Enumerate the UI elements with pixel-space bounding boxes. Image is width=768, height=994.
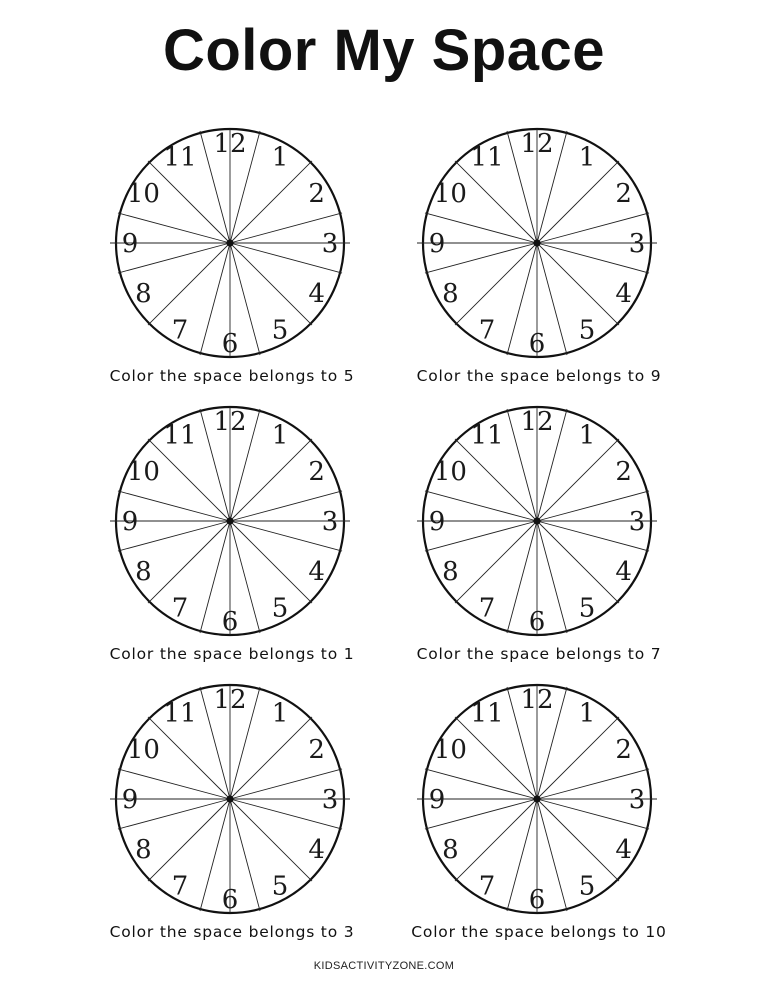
clock-number: 4 xyxy=(308,557,325,587)
clock-number: 1 xyxy=(578,698,596,729)
space-divider-line xyxy=(230,799,312,881)
instruction-caption: Color the space belongs to 3 xyxy=(109,923,355,941)
clock-number: 10 xyxy=(126,735,160,765)
clock-number: 2 xyxy=(615,457,632,487)
clock-worksheet-1 xyxy=(72,124,392,394)
clock-number: 12 xyxy=(213,129,247,159)
clock-number: 6 xyxy=(221,607,239,637)
clock-number: 3 xyxy=(321,229,339,259)
clock-number: 1 xyxy=(578,142,596,173)
clock-number: 9 xyxy=(428,785,446,815)
center-dot xyxy=(534,518,541,525)
clock-number: 10 xyxy=(126,457,160,487)
instruction-caption: Color the space belongs to 1 xyxy=(109,645,355,663)
space-divider-line xyxy=(148,799,230,881)
instruction-caption: Color the space belongs to 10 xyxy=(411,923,667,941)
clock-number: 11 xyxy=(163,420,197,451)
space-divider-line xyxy=(455,243,537,325)
clock-number: 4 xyxy=(308,279,325,309)
clock-number: 4 xyxy=(615,279,632,309)
space-divider-line xyxy=(455,717,537,799)
instruction-caption: Color the space belongs to 7 xyxy=(416,645,662,663)
space-divider-line xyxy=(230,439,312,521)
clock-face xyxy=(106,402,356,642)
clock-number: 7 xyxy=(478,871,496,902)
clock-number: 7 xyxy=(478,315,496,346)
center-dot xyxy=(227,518,234,525)
clock-number: 11 xyxy=(163,698,197,729)
clock-number: 1 xyxy=(271,420,289,451)
clock-number: 8 xyxy=(442,835,459,865)
clock-number: 6 xyxy=(528,329,546,359)
clock-number: 12 xyxy=(520,129,554,159)
clock-number: 9 xyxy=(428,507,446,537)
space-divider-line xyxy=(455,799,537,881)
clock-number: 12 xyxy=(520,685,554,715)
clock-number: 5 xyxy=(578,871,596,902)
clock-number: 3 xyxy=(628,507,646,537)
clock-number: 5 xyxy=(271,315,289,346)
space-divider-line xyxy=(537,799,619,881)
clock-number: 6 xyxy=(528,607,546,637)
center-dot xyxy=(534,240,541,247)
clock-number: 8 xyxy=(135,835,152,865)
clock-number: 4 xyxy=(615,557,632,587)
space-divider-line xyxy=(230,521,312,603)
clock-worksheet-4 xyxy=(379,402,699,672)
clock-number: 1 xyxy=(271,142,289,173)
clock-worksheet-6 xyxy=(379,680,699,950)
clock-number: 8 xyxy=(135,557,152,587)
space-divider-line xyxy=(455,521,537,603)
space-divider-line xyxy=(230,161,312,243)
clock-number: 2 xyxy=(308,457,325,487)
clock-number: 4 xyxy=(615,835,632,865)
clock-number: 4 xyxy=(308,835,325,865)
space-divider-line xyxy=(537,161,619,243)
instruction-caption: Color the space belongs to 5 xyxy=(109,367,355,385)
clock-number: 5 xyxy=(271,871,289,902)
clock-worksheet-5 xyxy=(72,680,392,950)
clock-number: 12 xyxy=(520,407,554,437)
space-divider-line xyxy=(148,161,230,243)
clock-number: 2 xyxy=(308,179,325,209)
clock-number: 12 xyxy=(213,407,247,437)
space-divider-line xyxy=(148,717,230,799)
space-divider-line xyxy=(230,717,312,799)
clock-face xyxy=(413,402,663,642)
clock-number: 3 xyxy=(628,785,646,815)
center-dot xyxy=(227,796,234,803)
clock-number: 9 xyxy=(121,229,139,259)
clock-number: 6 xyxy=(221,885,239,915)
space-divider-line xyxy=(148,521,230,603)
clock-number: 6 xyxy=(528,885,546,915)
clock-number: 2 xyxy=(308,735,325,765)
space-divider-line xyxy=(455,161,537,243)
space-divider-line xyxy=(537,521,619,603)
space-divider-line xyxy=(230,243,312,325)
clock-number: 10 xyxy=(126,179,160,209)
clock-number: 8 xyxy=(442,557,459,587)
clock-number: 5 xyxy=(578,593,596,624)
clock-face xyxy=(413,124,663,364)
center-dot xyxy=(227,240,234,247)
instruction-caption: Color the space belongs to 9 xyxy=(416,367,662,385)
center-dot xyxy=(534,796,541,803)
clock-number: 11 xyxy=(470,420,504,451)
clock-number: 10 xyxy=(433,179,467,209)
clock-face xyxy=(413,680,663,920)
clock-number: 1 xyxy=(578,420,596,451)
space-divider-line xyxy=(148,439,230,521)
clock-number: 9 xyxy=(121,507,139,537)
space-divider-line xyxy=(537,243,619,325)
clock-number: 8 xyxy=(442,279,459,309)
clock-number: 8 xyxy=(135,279,152,309)
site-footer: KIDSACTIVITYZONE.COM xyxy=(313,960,455,972)
clock-number: 5 xyxy=(271,593,289,624)
clock-number: 10 xyxy=(433,457,467,487)
clock-worksheet-3 xyxy=(72,402,392,672)
clock-number: 6 xyxy=(221,329,239,359)
clock-number: 3 xyxy=(321,785,339,815)
clock-number: 11 xyxy=(470,142,504,173)
clock-number: 11 xyxy=(470,698,504,729)
space-divider-line xyxy=(148,243,230,325)
clock-number: 1 xyxy=(271,698,289,729)
clock-number: 7 xyxy=(171,871,189,902)
clock-number: 5 xyxy=(578,315,596,346)
clock-number: 7 xyxy=(171,315,189,346)
clock-number: 3 xyxy=(321,507,339,537)
clock-number: 7 xyxy=(171,593,189,624)
space-divider-line xyxy=(537,717,619,799)
space-divider-line xyxy=(537,439,619,521)
clock-worksheet-2 xyxy=(379,124,699,394)
clock-number: 2 xyxy=(615,179,632,209)
clock-number: 9 xyxy=(121,785,139,815)
clock-number: 3 xyxy=(628,229,646,259)
clock-number: 2 xyxy=(615,735,632,765)
clock-number: 9 xyxy=(428,229,446,259)
clock-number: 11 xyxy=(163,142,197,173)
clock-number: 10 xyxy=(433,735,467,765)
page-title: Color My Space xyxy=(162,18,606,83)
clock-face xyxy=(106,680,356,920)
clock-number: 12 xyxy=(213,685,247,715)
clock-number: 7 xyxy=(478,593,496,624)
space-divider-line xyxy=(455,439,537,521)
clock-face xyxy=(106,124,356,364)
